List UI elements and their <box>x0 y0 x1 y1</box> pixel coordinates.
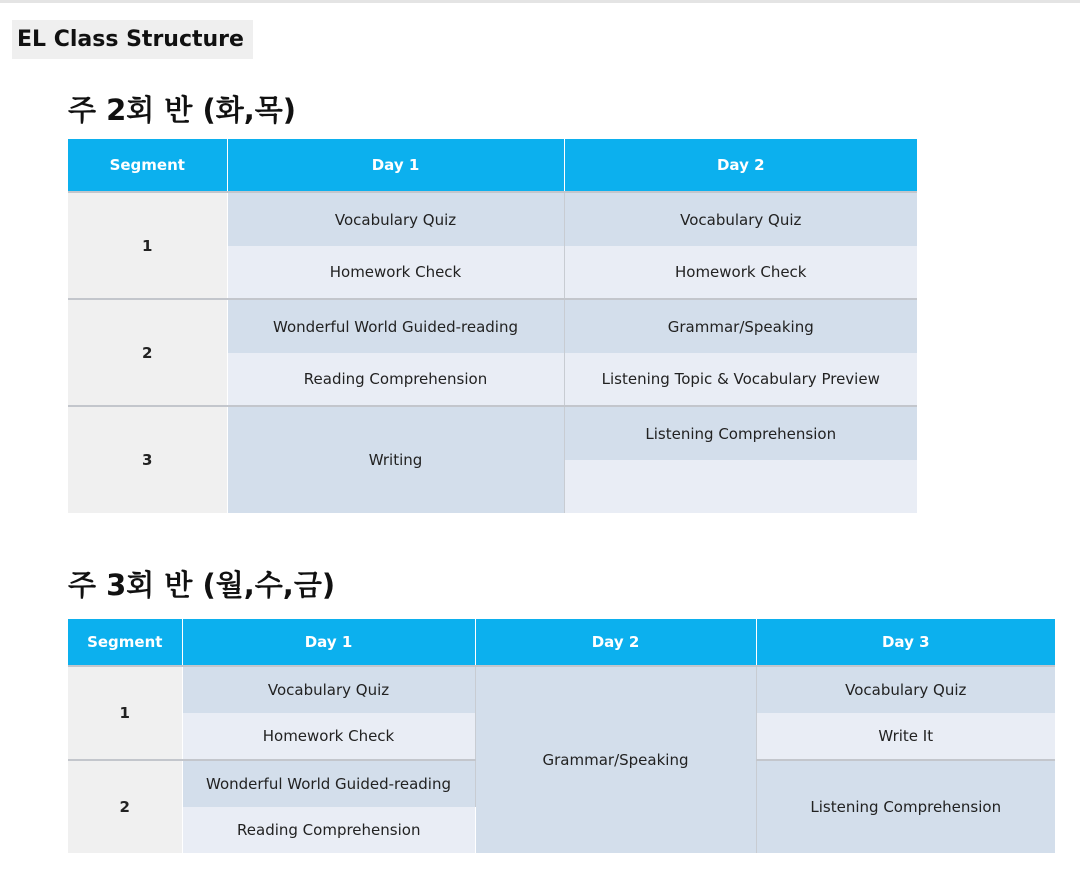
segment-label: 2 <box>68 760 182 853</box>
activity-cell: Listening Topic & Vocabulary Preview <box>564 353 917 406</box>
column-header-day3: Day 3 <box>756 619 1055 666</box>
segment-label: 3 <box>68 406 227 513</box>
three-weekly-heading: 주 3회 반 (월,수,금) <box>68 568 336 602</box>
column-header-day1: Day 1 <box>182 619 475 666</box>
activity-cell: Grammar/Speaking <box>564 299 917 353</box>
column-header-segment: Segment <box>68 619 182 666</box>
activity-cell: Listening Comprehension <box>564 406 917 460</box>
table-header-row <box>68 619 1055 666</box>
table-row <box>68 299 917 353</box>
table-row <box>68 192 917 246</box>
table-header-row <box>68 139 917 192</box>
activity-cell: Wonderful World Guided-reading <box>227 299 564 353</box>
activity-cell: Homework Check <box>182 713 475 760</box>
activity-cell: Writing <box>227 406 564 513</box>
segment-label: 1 <box>68 666 182 760</box>
document-title: EL Class Structure <box>12 20 253 59</box>
activity-cell: Vocabulary Quiz <box>182 666 475 713</box>
activity-cell: Listening Comprehension <box>756 760 1055 853</box>
column-header-day1: Day 1 <box>227 139 564 192</box>
twice-weekly-heading: 주 2회 반 (화,목) <box>68 93 297 127</box>
activity-cell: Reading Comprehension <box>182 807 475 853</box>
activity-cell: Homework Check <box>564 246 917 299</box>
table-row <box>68 666 1055 713</box>
segment-label: 1 <box>68 192 227 299</box>
column-header-day2: Day 2 <box>475 619 756 666</box>
activity-cell: Vocabulary Quiz <box>227 192 564 246</box>
activity-cell: Vocabulary Quiz <box>564 192 917 246</box>
segment-label: 2 <box>68 299 227 406</box>
activity-cell: Write It <box>756 713 1055 760</box>
activity-cell: Homework Check <box>227 246 564 299</box>
top-border <box>0 0 1080 3</box>
three-weekly-schedule-table <box>68 619 1055 853</box>
activity-cell: Reading Comprehension <box>227 353 564 406</box>
activity-cell: Grammar/Speaking <box>475 666 756 853</box>
column-header-day2: Day 2 <box>564 139 917 192</box>
activity-cell <box>564 460 917 513</box>
table-row <box>68 406 917 460</box>
activity-cell: Vocabulary Quiz <box>756 666 1055 713</box>
activity-cell: Wonderful World Guided-reading <box>182 760 475 807</box>
twice-weekly-schedule-table <box>68 139 917 513</box>
column-header-segment: Segment <box>68 139 227 192</box>
